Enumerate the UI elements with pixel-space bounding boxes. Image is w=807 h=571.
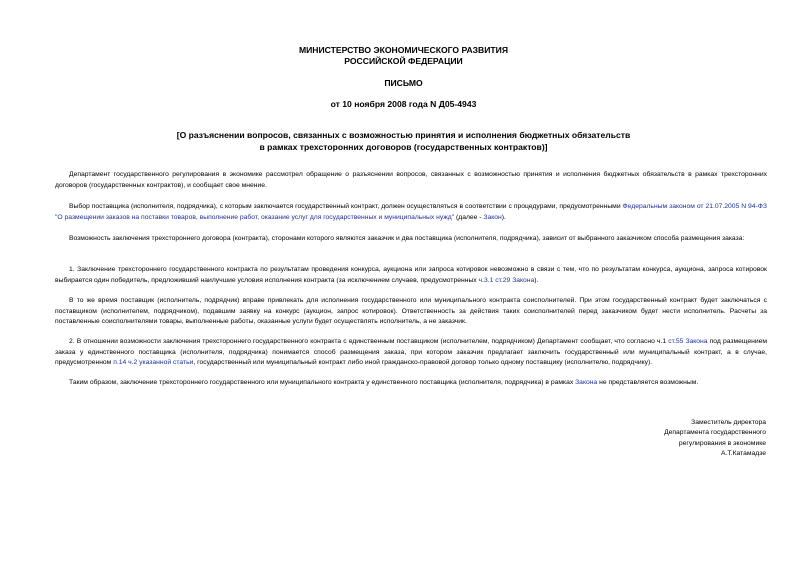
paragraph-6-text-c: , государственный или муниципальный контракт либо иной гражданско-правовой договор только одному поставщику (исполнителю, подрядчику). (193, 359, 653, 367)
signature-name: А.Т.Катамадзе (720, 449, 766, 457)
paragraph-1: Департамент государственного регулирования в экономике рассмотрел обращение о разъяснении вопросов, связанных с возможностью принятия и исполнения бюджетных обязательств в рамках трехсторонних договоров (государственных контрактов), и сообщает свое мнение. (55, 171, 767, 189)
paragraph-4-text-a: 1. Заключение трехстороннего государственного контракта по результатам проведения конкурса, аукциона или запроса котировок невозможно в связи с тем, что по результатам конкурса, аукциона, запроса котировок выбирается один победитель, предложивший наилучшие условия исполнения контракта (за исключением случаев, предусмотренных (55, 266, 767, 284)
paragraph-7 (55, 378, 767, 389)
paragraph-2-text-a: Выбор поставщика (исполнителя, подрядчика), с которым заключается государственный контракт, должен осуществляться в соответствии с процедурами, предусмотренными (69, 203, 623, 210)
law-link[interactable]: Закон (483, 213, 502, 221)
clause-14-link[interactable]: п.14 ч.2 указанной статьи (113, 359, 194, 367)
signature-department-cont: регулирования в экономике (678, 439, 766, 447)
document-title-line2: в рамках трехсторонних договоров (государственных контрактов)] (259, 142, 548, 152)
ministry-name-line1: МИНИСТЕРСТВО ЭКОНОМИЧЕСКОГО РАЗВИТИЯ (298, 45, 509, 55)
paragraph-2-text-c: ). (501, 213, 506, 221)
federal-law-link[interactable]: Федеральным законом от 21.07.2005 N 94-ФЗ "О размещении заказов на поставки товаров, выполнение работ, оказание услуг для государственных и муниципальных нужд" (55, 203, 767, 221)
paragraph-7-text-b: не представляется возможным. (597, 379, 699, 386)
signature-block (664, 418, 766, 459)
paragraph-2-text-b: (далее - (454, 213, 484, 221)
ministry-name-line2: РОССИЙСКОЙ ФЕДЕРАЦИИ (344, 56, 463, 66)
paragraph-4-text-b: ). (534, 276, 539, 284)
article-55-link[interactable]: ст.55 Закона (668, 338, 708, 345)
paragraph-7-text-a: Таким образом, заключение трехстороннего государственного или муниципального контракта у единственного поставщика (исполнителя, подрядчика) в рамках (69, 379, 576, 386)
paragraph-4 (55, 265, 767, 286)
paragraph-6-text-a: 2. В отношении возможности заключения трехстороннего государственного контракта с единственным поставщиком (исполнителем, подрядчиком) Департамент сообщает, что согласно ч.1 (69, 338, 669, 345)
paragraph-6 (55, 337, 767, 369)
document-type: ПИСЬМО (384, 78, 423, 88)
document-date: от 10 ноября 2008 года N Д05-4943 (330, 99, 477, 109)
document-title-line1: [О разъяснении вопросов, связанных с возможностью принятия и исполнения бюджетных обязательств (176, 130, 631, 140)
paragraph-3: Возможность заключения трехстороннего договора (контракта), сторонами которого являются заказчик и два поставщика (исполнителя, подрядчика), зависит от выбранного заказчиком способа размещения заказа: (69, 235, 745, 242)
paragraph-6-text-b: под размещением заказа у единственного поставщика (исполнителя, подрядчика) понимается способ размещения заказа, при котором заказчик предлагает заключить государственный или муниципальный контракт, а в случае, предусмотренном (55, 338, 768, 367)
article-29-link[interactable]: ч.3.1 ст.29 Закона (478, 276, 535, 284)
paragraph-5: В то же время поставщик (исполнитель, подрядчик) вправе привлекать для исполнения государственного или муниципального контракта соисполнителей. При этом государственный контракт будет заключаться с поставщиком (исполнителем, подрядчиком), подавшим заявку на конкурс (аукцион, запрос котировок). Ответственность за действия таких соисполнителей перед заказчиком будет нести исполнитель. Расчеты за поставленные соисполнителями товары, выполненные работы, оказанные услуги будет осуществлять исполнитель, а не заказчик. (55, 297, 767, 326)
paragraph-2 (55, 202, 767, 223)
signature-department: Департамента государственного (664, 429, 766, 437)
law-link-2[interactable]: Закона (575, 379, 598, 386)
signature-position: Заместитель директора (691, 419, 766, 426)
